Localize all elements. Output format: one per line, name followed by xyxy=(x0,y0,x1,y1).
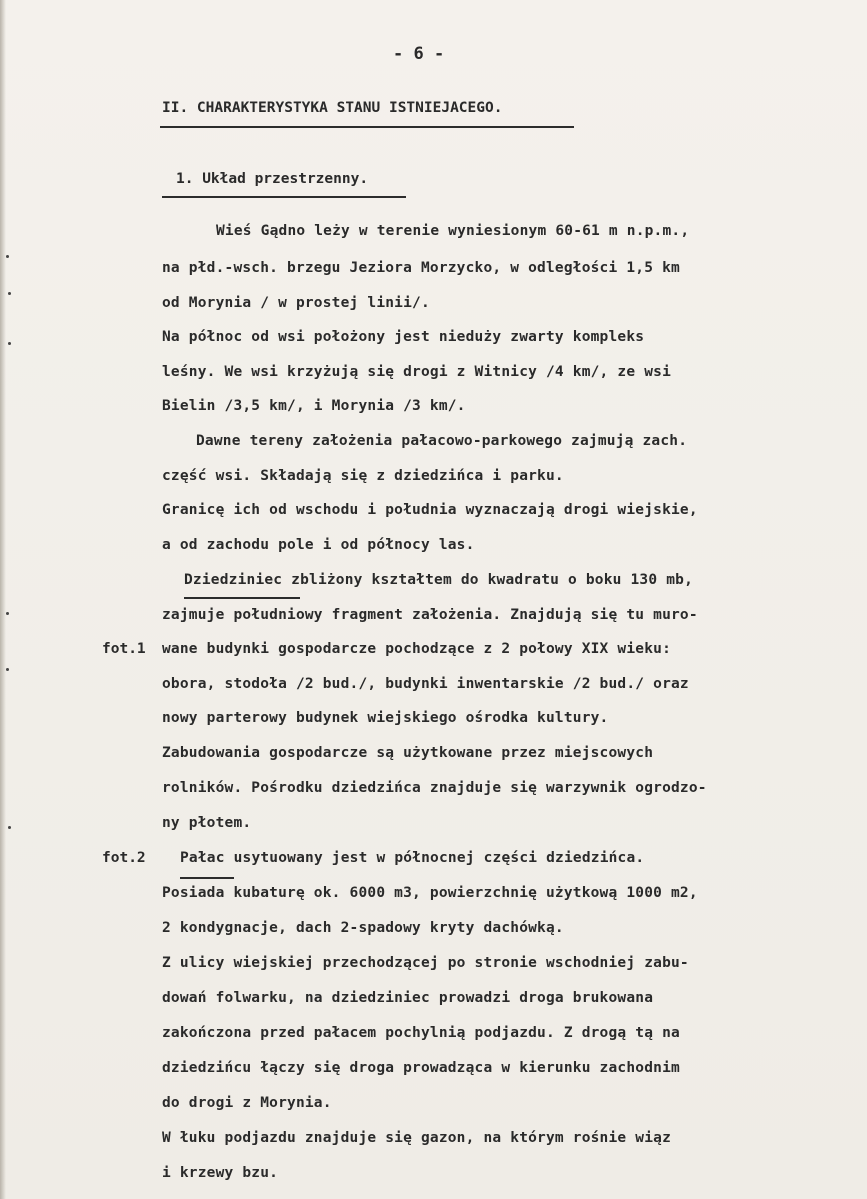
text-line: rolników. Pośrodku dziedzińca znajduje się warzywnik ogrodzo- xyxy=(162,780,707,796)
text-line: a od zachodu pole i od północy las. xyxy=(162,537,475,553)
text-line: Granicę ich od wschodu i południa wyznaczają drogi wiejskie, xyxy=(162,502,698,518)
text-line: Pałac usytuowany jest w północnej części dziedzińca. xyxy=(180,850,645,866)
section-heading: II. CHARAKTERYSTYKA STANU ISTNIEJACEGO. xyxy=(162,100,503,116)
binding-hole-mark xyxy=(6,668,9,671)
subsection-heading-underline xyxy=(162,196,406,198)
paragraph-underline xyxy=(184,597,300,599)
section-heading-underline xyxy=(160,126,574,128)
text-line: Dawne tereny założenia pałacowo-parkowego zajmują zach. xyxy=(196,433,688,449)
text-line: Z ulicy wiejskiej przechodzącej po stronie wschodniej zabu- xyxy=(162,955,689,971)
text-line: dziedzińcu łączy się droga prowadząca w kierunku zachodnim xyxy=(162,1060,680,1076)
text-line: zakończona przed pałacem pochylnią podjazdu. Z drogą tą na xyxy=(162,1025,680,1041)
text-line: część wsi. Składają się z dziedzińca i parku. xyxy=(162,468,564,484)
text-line: zajmuje południowy fragment założenia. Znajdują się tu muro- xyxy=(162,607,698,623)
text-line: nowy parterowy budynek wiejskiego ośrodka kultury. xyxy=(162,710,609,726)
text-line: dowań folwarku, na dziedziniec prowadzi droga brukowana xyxy=(162,990,654,1006)
text-line: Dziedziniec zbliżony kształtem do kwadratu o boku 130 mb, xyxy=(184,572,693,588)
binding-hole-mark xyxy=(6,612,9,615)
binding-hole-mark xyxy=(8,826,11,829)
binding-hole-mark xyxy=(8,292,11,295)
text-line: obora, stodoła /2 bud./, budynki inwentarskie /2 bud./ oraz xyxy=(162,676,689,692)
text-line: do drogi z Morynia. xyxy=(162,1095,332,1111)
text-line: Zabudowania gospodarcze są użytkowane przez miejscowych xyxy=(162,745,654,761)
page-number: - 6 - xyxy=(393,44,445,64)
text-line: Bielin /3,5 km/, i Morynia /3 km/. xyxy=(162,398,466,414)
text-line: leśny. We wsi krzyżują się drogi z Witnicy /4 km/, ze wsi xyxy=(162,364,671,380)
text-line: od Morynia / w prostej linii/. xyxy=(162,295,430,311)
text-line: i krzewy bzu. xyxy=(162,1165,279,1181)
text-line: Na północ od wsi położony jest nieduży zwarty kompleks xyxy=(162,329,645,345)
text-line: na płd.-wsch. brzegu Jeziora Morzycko, w odległości 1,5 km xyxy=(162,260,680,276)
text-line: ny płotem. xyxy=(162,815,252,831)
binding-hole-mark xyxy=(6,255,9,258)
text-line: wane budynki gospodarcze pochodzące z 2 połowy XIX wieku: xyxy=(162,641,671,657)
binding-hole-mark xyxy=(8,342,11,345)
subsection-heading: 1. Układ przestrzenny. xyxy=(176,171,369,187)
margin-note-photo-ref: fot.1 xyxy=(102,641,146,657)
paragraph-underline xyxy=(180,877,234,879)
scan-edge xyxy=(0,0,6,1199)
margin-note-photo-ref: fot.2 xyxy=(102,850,146,866)
text-line: W łuku podjazdu znajduje się gazon, na którym rośnie wiąz xyxy=(162,1130,671,1146)
text-line: 2 kondygnacje, dach 2-spadowy kryty dachówką. xyxy=(162,920,564,936)
text-line: Wieś Gądno leży w terenie wyniesionym 60-61 m n.p.m., xyxy=(216,223,690,239)
text-line: Posiada kubaturę ok. 6000 m3, powierzchnię użytkową 1000 m2, xyxy=(162,885,698,901)
